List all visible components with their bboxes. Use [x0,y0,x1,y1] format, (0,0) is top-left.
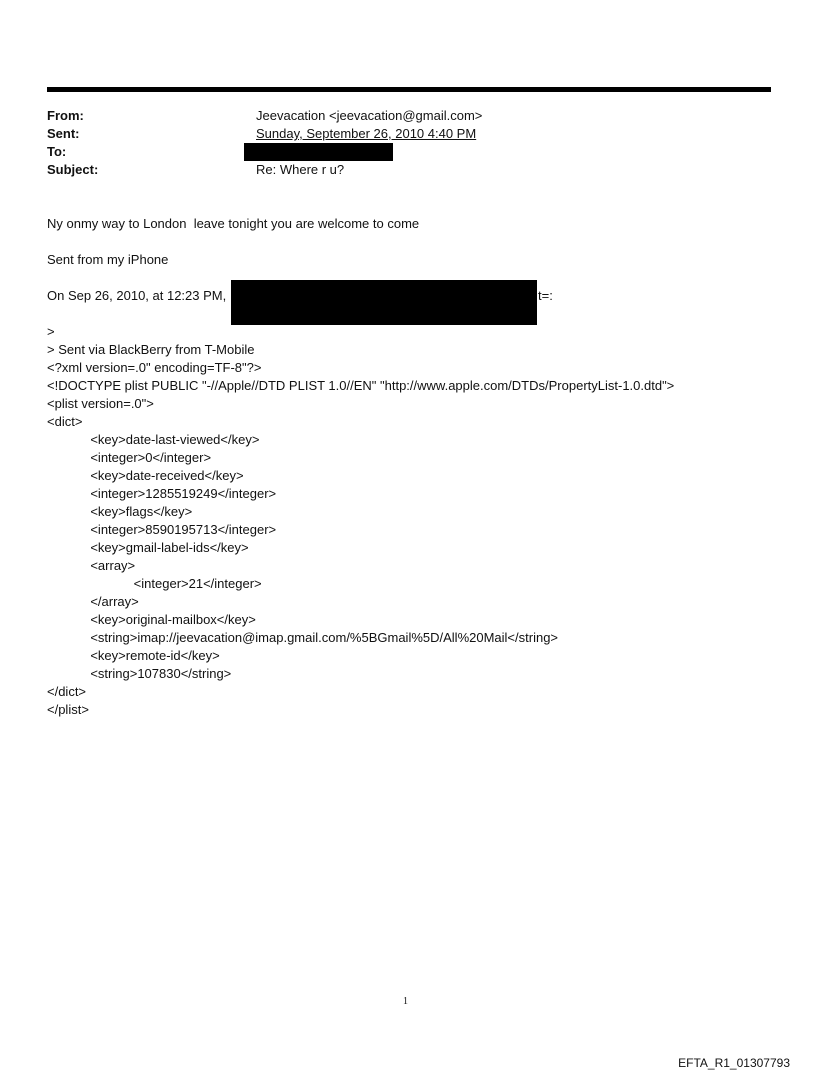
quote-intro-prefix: On Sep 26, 2010, at 12:23 PM, [47,288,227,303]
to-label: To: [47,144,67,159]
quoted-line: <key>gmail-label-ids</key> [47,540,249,555]
quoted-line: <array> [47,558,136,573]
message-text: Ny onmy way to London leave tonight you are welcome to come [47,216,420,231]
quoted-line: </plist> [47,702,89,717]
document-id: EFTA_R1_01307793 [678,1056,790,1070]
to-redaction [244,143,393,161]
subject-label: Subject: [47,162,99,177]
quoted-line: <key>original-mailbox</key> [47,612,256,627]
quote-intro-suffix: t=: [538,288,553,303]
from-value: Jeevacation <jeevacation@gmail.com> [256,108,483,123]
quoted-line: <key>date-received</key> [47,468,244,483]
sent-value: Sunday, September 26, 2010 4:40 PM [256,126,477,141]
quoted-line: <integer>8590195713</integer> [47,522,277,537]
quoted-line: <dict> [47,414,83,429]
quoted-line: <string>107830</string> [47,666,232,681]
quoted-line: <integer>21</integer> [47,576,262,591]
quoted-line: <integer>1285519249</integer> [47,486,277,501]
quoted-line: <plist version=.0"> [47,396,154,411]
quoted-line: <key>remote-id</key> [47,648,220,663]
quoted-line: > Sent via BlackBerry from T-Mobile [47,342,255,357]
quoted-line: <key>flags</key> [47,504,193,519]
page-number: 1 [403,996,408,1007]
header-rule [47,87,771,92]
quote-intro-redaction [231,280,537,325]
quoted-line: <key>date-last-viewed</key> [47,432,260,447]
subject-value: Re: Where r u? [256,162,345,177]
signature-text: Sent from my iPhone [47,252,169,267]
quoted-line: <!DOCTYPE plist PUBLIC "-//Apple//DTD PLIST 1.0//EN" "http://www.apple.com/DTDs/PropertyList-1.0.dtd"> [47,378,675,393]
quoted-line: </dict> [47,684,87,699]
sent-label: Sent: [47,126,80,141]
quoted-line: <string>imap://jeevacation@imap.gmail.com/%5BGmail%5D/All%20Mail</string> [47,630,559,645]
quoted-line: > [47,324,55,339]
quoted-line: </array> [47,594,139,609]
quoted-line: <integer>0</integer> [47,450,212,465]
quoted-line: <?xml version=.0" encoding=TF-8"?> [47,360,262,375]
from-label: From: [47,108,84,123]
